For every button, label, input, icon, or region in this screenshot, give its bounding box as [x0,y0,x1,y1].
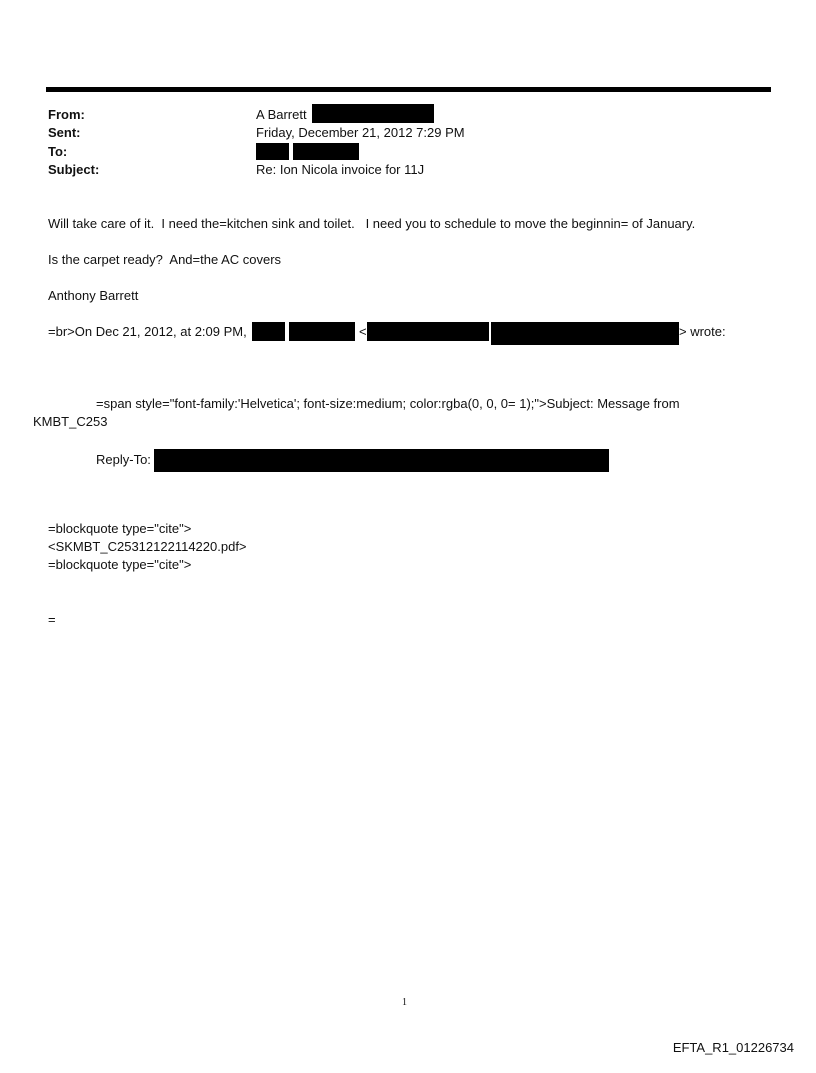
blockquote-line-1: =blockquote type="cite"> [48,521,192,536]
redaction-quote-email-1 [367,322,489,341]
attachment-name: <SKMBT_C25312122114220.pdf> [48,539,247,554]
document-id: EFTA_R1_01226734 [672,1040,794,1055]
reply-to-label: Reply-To: [96,452,151,467]
redaction-reply-to [154,449,609,472]
blockquote-line-2: =blockquote type="cite"> [48,557,192,572]
redaction-quote-first [252,322,285,341]
body-line-1: Will take care of it. I need the=kitchen sink and toilet. I need you to schedule to move the beginnin= of January. [48,216,696,231]
sent-value: Friday, December 21, 2012 7:29 PM [256,125,465,140]
from-value: A Barrett [256,107,307,122]
subject-label: Subject: [48,162,100,177]
span-line-1: =span style="font-family:'Helvetica'; font-size:medium; color:rgba(0, 0, 0= 1);">Subject: Message from [96,396,680,411]
to-label: To: [48,144,68,159]
sent-label: Sent: [48,125,81,140]
header-rule [46,87,771,92]
redaction-to-first [256,143,289,160]
subject-value: Re: Ion Nicola invoice for 11J [256,162,425,177]
redaction-from-email [312,104,434,123]
redaction-to-last [293,143,359,160]
page-number: 1 [402,997,407,1008]
quote-lt: < [359,324,367,339]
quote-wrote: > wrote: [679,324,726,339]
quote-intro: =br>On Dec 21, 2012, at 2:09 PM, [48,324,247,339]
trailing-equals: = [48,612,56,627]
signature: Anthony Barrett [48,288,139,303]
body-line-2: Is the carpet ready? And=the AC covers [48,252,282,267]
redaction-quote-email-2 [491,322,679,345]
from-label: From: [48,107,85,122]
span-line-2: KMBT_C253 [33,414,108,429]
redaction-quote-last [289,322,355,341]
